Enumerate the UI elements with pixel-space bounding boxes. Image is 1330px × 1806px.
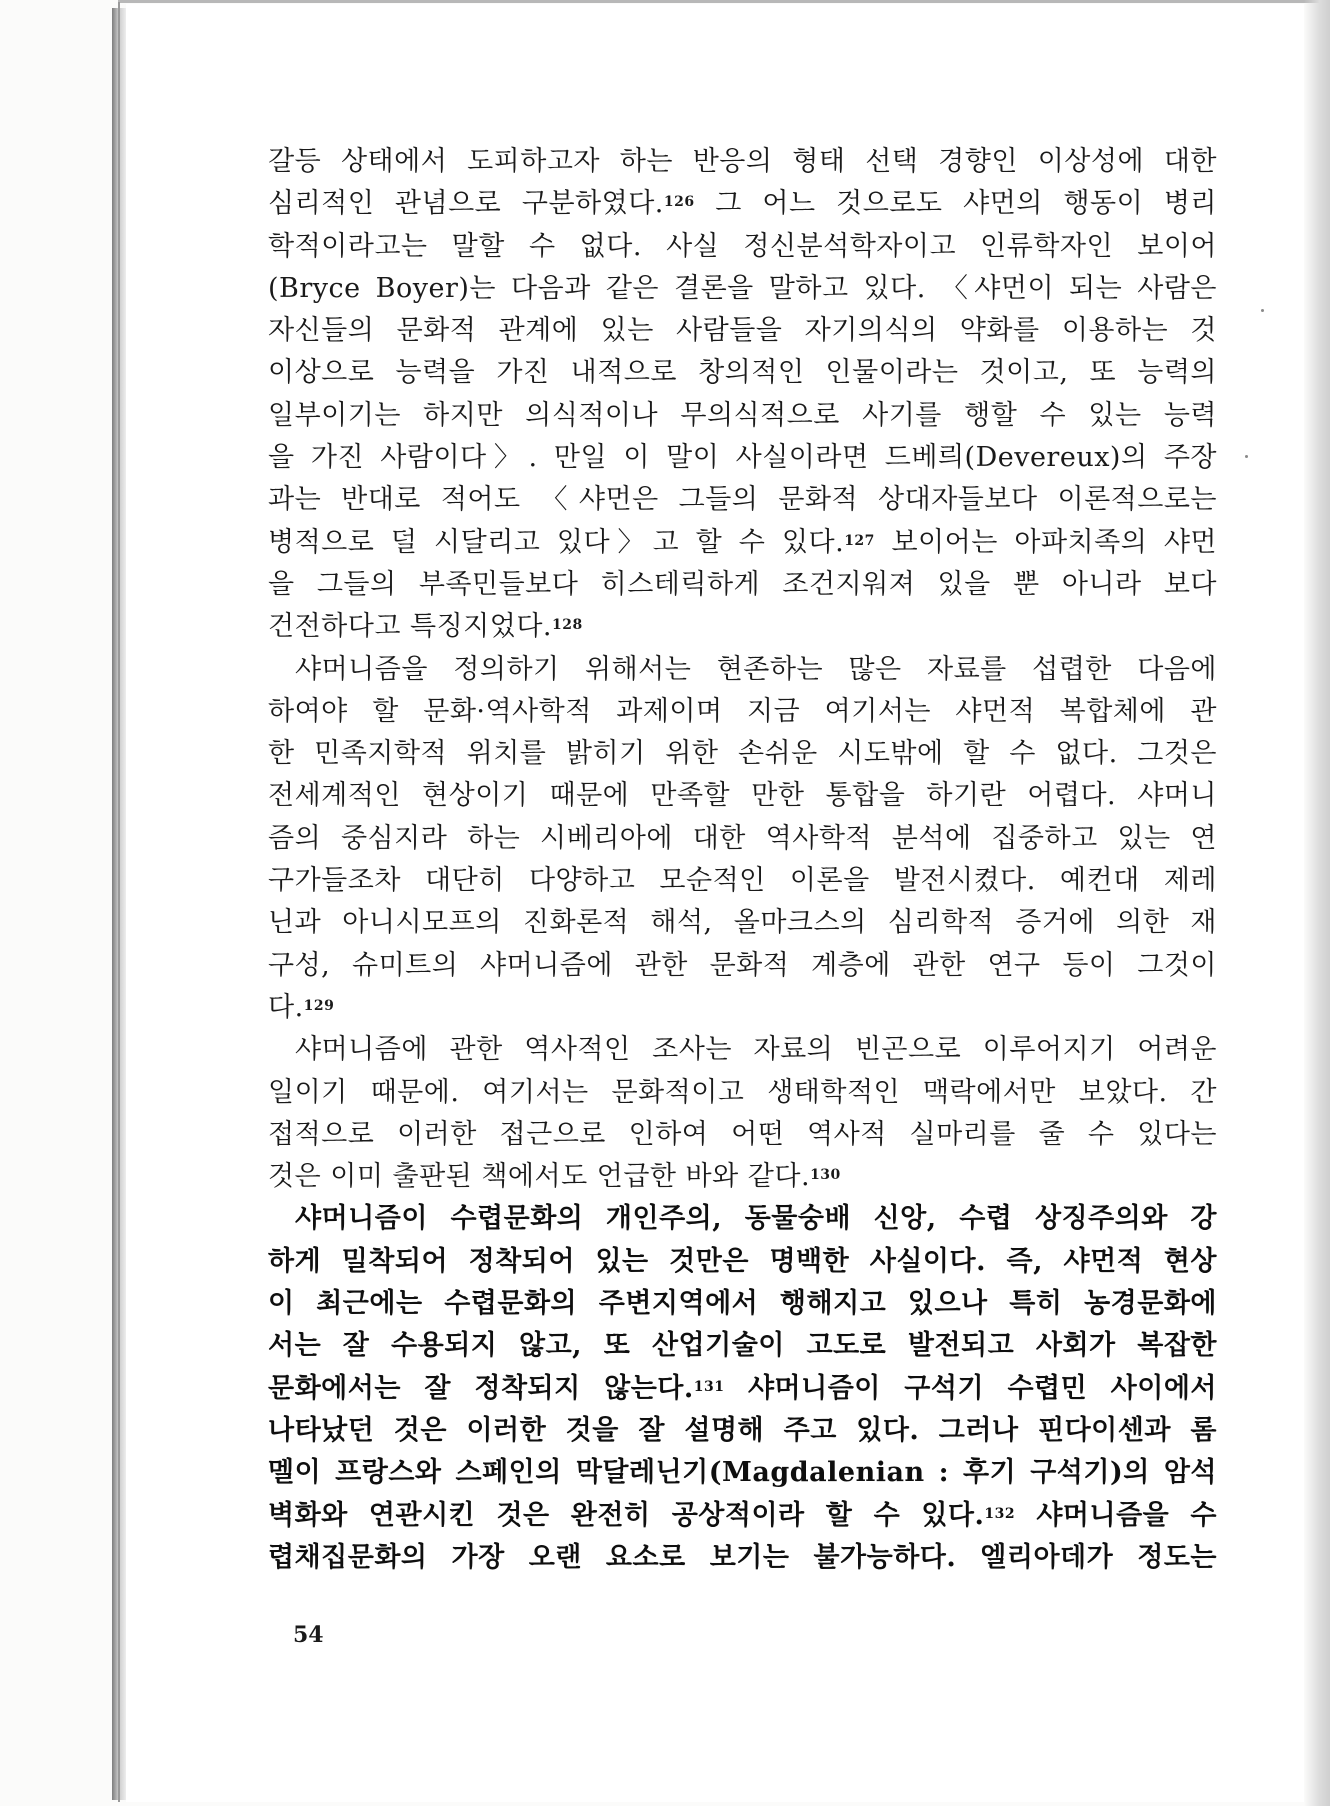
text-run: 것은 이미 출판된 책에서도 언급한 바와 같다. — [268, 1161, 811, 1193]
footnote-reference: 131 — [693, 1378, 725, 1395]
text-run: 구성, 슈미트의 샤머니즘에 관한 문화적 계층에 관한 연구 등이 그것이 — [268, 949, 1217, 981]
text-line — [268, 183, 1217, 225]
text-run: 다. — [268, 991, 304, 1023]
paragraph — [268, 1198, 1217, 1579]
text-line — [268, 1368, 1217, 1410]
text-run: 샤머니즘에 관한 역사적인 조사는 자료의 빈곤으로 이루어지기 어려운 — [295, 1034, 1217, 1066]
text-line — [268, 902, 1217, 944]
text-line — [268, 479, 1217, 521]
page-number: 54 — [293, 1622, 324, 1648]
text-run: 벽화와 연관시킨 것은 완전히 공상적이라 할 수 있다. — [268, 1499, 985, 1531]
text-line — [268, 818, 1217, 860]
text-run: 심리적인 관념으로 구분하였다. — [268, 188, 664, 220]
text-line — [268, 606, 1217, 648]
paragraph — [268, 649, 1217, 1030]
text-run: 문화에서는 잘 정착되지 않는다. — [268, 1372, 694, 1404]
text-run: (Bryce Boyer)는 다음과 같은 결론을 말하고 있다. 〈샤먼이 되는 사람은 — [268, 272, 1217, 304]
text-run: 과는 반대로 적어도 〈샤먼은 그들의 문화적 상대자들보다 이론적으로는 — [268, 484, 1217, 516]
text-run: 을 그들의 부족민들보다 히스테릭하게 조건지워져 있을 뿐 아니라 보다 — [268, 568, 1217, 600]
text-line — [268, 1114, 1217, 1156]
text-run: 이상으로 능력을 가진 내적으로 창의적인 인물이라는 것이고, 또 능력의 — [268, 357, 1217, 389]
page-right-shadow — [1304, 0, 1330, 1806]
footnote-reference: 132 — [984, 1505, 1016, 1522]
text-run: 구가들조차 대단히 다양하고 모순적인 이론을 발전시켰다. 예컨대 제레 — [268, 865, 1217, 897]
footnote-reference: 127 — [844, 532, 875, 549]
text-line — [268, 1283, 1217, 1325]
text-run: 을 가진 사람이다〉. 만일 이 말이 사실이라면 드베릐(Devereux)의 주장 — [268, 442, 1217, 474]
text-line — [268, 1241, 1217, 1283]
text-line — [268, 945, 1217, 987]
page-top-edge — [118, 0, 1330, 3]
text-line — [268, 141, 1217, 183]
text-run: 이 최근에는 수렵문화의 주변지역에서 행해지고 있으나 특히 농경문화에 — [268, 1288, 1217, 1320]
text-line — [268, 1495, 1217, 1537]
text-run: 서는 잘 수용되지 않고, 또 산업기술이 고도로 발전되고 사회가 복잡한 — [268, 1330, 1217, 1362]
text-run: 전세계적인 현상이기 때문에 만족할 만한 통합을 하기란 어렵다. 샤머니 — [268, 780, 1217, 812]
text-run: 갈등 상태에서 도피하고자 하는 반응의 형태 선택 경향인 이상성에 대한 — [268, 146, 1217, 177]
text-line — [268, 1537, 1217, 1579]
text-run: 샤머니즘이 구석기 수렵민 사이에서 — [724, 1372, 1217, 1404]
text-run: 병적으로 덜 시달리고 있다〉고 할 수 있다. — [268, 526, 845, 558]
text-run: 접적으로 이러한 접근으로 인하여 어떤 역사적 실마리를 줄 수 있다는 — [268, 1118, 1217, 1150]
text-run: 그 어느 것으로도 샤먼의 행동이 병리 — [694, 188, 1217, 220]
text-line — [268, 226, 1217, 268]
footnote-reference: 126 — [663, 194, 695, 211]
text-run: 자신들의 문화적 관계에 있는 사람들을 자기의식의 약화를 이용하는 것 — [268, 315, 1217, 347]
text-line — [268, 352, 1217, 394]
text-line — [268, 310, 1217, 352]
text-line — [268, 1325, 1217, 1367]
text-line — [268, 1156, 1217, 1198]
text-run: 일이기 때문에. 여기서는 문화적이고 생태학적인 맥락에서만 보았다. 간 — [268, 1076, 1217, 1108]
text-run: 렵채집문화의 가장 오랜 요소로 보기는 불가능하다. 엘리아데가 정도는 — [268, 1541, 1217, 1573]
text-line — [268, 1198, 1217, 1240]
text-line — [268, 733, 1217, 775]
text-run: 샤머니즘을 정의하기 위해서는 현존하는 많은 자료를 섭렵한 다음에 — [295, 653, 1217, 685]
text-line — [268, 691, 1217, 733]
footnote-reference: 129 — [303, 997, 335, 1014]
text-run: 일부이기는 하지만 의식적이나 무의식적으로 사기를 행할 수 있는 능력 — [268, 399, 1217, 431]
text-line — [268, 1072, 1217, 1114]
text-run: 하여야 할 문화·역사학적 과제이며 지금 여기서는 샤먼적 복합체에 관 — [268, 695, 1217, 727]
text-run: 한 민족지학적 위치를 밝히기 위한 손쉬운 시도밖에 할 수 없다. 그것은 — [268, 738, 1217, 770]
scan-speck — [1245, 455, 1248, 458]
text-run: 나타났던 것은 이러한 것을 잘 설명해 주고 있다. 그러나 핀다이센과 롬 — [268, 1414, 1217, 1446]
paragraph — [268, 141, 1217, 649]
text-run: 닌과 아니시모프의 진화론적 해석, 올마크스의 심리학적 증거에 의한 재 — [268, 907, 1217, 939]
text-line — [268, 649, 1217, 691]
page-left-border — [118, 2, 120, 1802]
body-text — [268, 141, 1217, 1579]
footnote-reference: 130 — [810, 1167, 841, 1184]
text-run: 멜이 프랑스와 스페인의 막달레닌기(Magdalenian : 후기 구석기)의 암석 — [268, 1457, 1217, 1489]
text-run: 학적이라고는 말할 수 없다. 사실 정신분석학자이고 인류학자인 보이어 — [268, 230, 1217, 262]
scan-speck — [1261, 309, 1264, 312]
text-line — [268, 775, 1217, 817]
text-line — [268, 522, 1217, 564]
text-line — [268, 395, 1217, 437]
text-line — [268, 437, 1217, 479]
text-run: 건전하다고 특징지었다. — [268, 611, 552, 643]
text-line — [268, 564, 1217, 606]
text-run: 보이어는 아파치족의 샤먼 — [874, 526, 1217, 558]
text-run: 샤머니즘을 수 — [1015, 1499, 1217, 1531]
text-line — [268, 987, 1217, 1029]
text-line — [268, 1410, 1217, 1452]
text-line — [268, 860, 1217, 902]
text-run: 즘의 중심지라 하는 시베리아에 대한 역사학적 분석에 집중하고 있는 연 — [268, 822, 1217, 854]
text-run: 샤머니즘이 수렵문화의 개인주의, 동물숭배 신앙, 수렵 상징주의와 강 — [295, 1203, 1217, 1235]
paragraph — [268, 1029, 1217, 1198]
footnote-reference: 128 — [552, 617, 583, 634]
text-line — [268, 268, 1217, 310]
text-line — [268, 1029, 1217, 1071]
text-line — [268, 1452, 1217, 1494]
text-run: 하게 밀착되어 정착되어 있는 것만은 명백한 사실이다. 즉, 샤먼적 현상 — [268, 1245, 1217, 1277]
